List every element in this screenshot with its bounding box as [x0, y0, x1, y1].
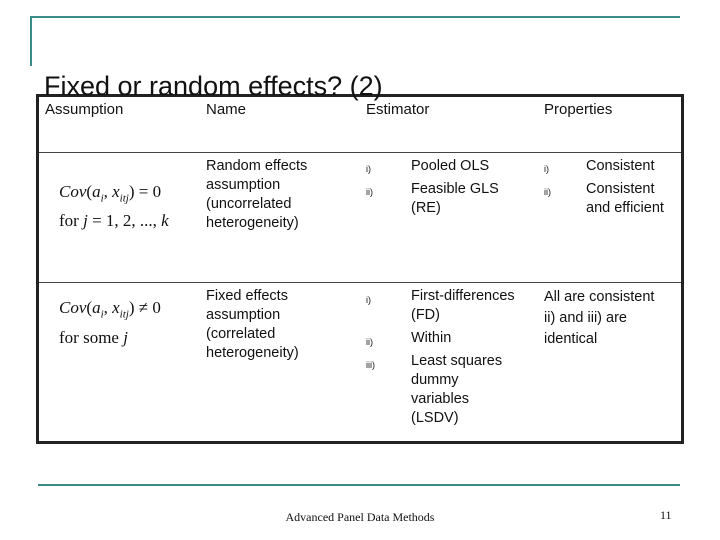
comparison-table [36, 94, 684, 444]
estimator-within: Within [411, 330, 452, 346]
name-random-effects: Random effects assumption (uncorrelated heterogeneity) [206, 158, 308, 231]
properties-fixed-effects: All are consistent ii) and iii) are identical [544, 289, 655, 347]
left-rule [30, 16, 32, 66]
bottom-rule [38, 484, 680, 486]
estimator-first-differences: First-differences (FD) [411, 288, 515, 323]
property-number: ii) [544, 187, 551, 197]
header-estimator: Estimator [366, 101, 435, 118]
estimator-number: iii) [366, 360, 375, 370]
assumption-formula-nonzero: $Cov(a_i$, $x_{itj}) \ne 0$ [59, 298, 161, 321]
slide-title: Fixed or random effects? (2) [44, 71, 383, 101]
header-properties: Properties [544, 101, 618, 118]
estimator-lsdv: Least squares dummy variables (LSDV) [411, 353, 503, 426]
assumption-condition-all-j: for j = 1, 2, ..., k [59, 211, 169, 230]
assumption-condition-some-j: for some j [59, 328, 128, 347]
footer-text: Advanced Panel Data Methods [285, 510, 435, 524]
header-name: Name [206, 101, 252, 118]
estimator-number: ii) [366, 337, 373, 347]
property-consistent-efficient: Consistent and efficient [586, 181, 664, 216]
row-divider [39, 282, 681, 283]
estimator-number: i) [366, 164, 371, 174]
property-number: i) [544, 164, 549, 174]
estimator-feasible-gls: Feasible GLS (RE) [411, 181, 499, 216]
assumption-formula-zero: $Cov(a_i$, $x_{itj}) = 0$ [59, 182, 162, 205]
estimator-number: i) [366, 295, 371, 305]
property-consistent: Consistent [586, 158, 655, 174]
estimator-pooled-ols: Pooled OLS [411, 158, 490, 174]
name-fixed-effects: Fixed effects assumption (correlated heterogeneity) [206, 288, 299, 361]
header-assumption: Assumption [45, 101, 129, 118]
header-divider [39, 152, 681, 153]
estimator-number: ii) [366, 187, 373, 197]
top-rule [30, 16, 680, 18]
page-number: 11 [660, 508, 672, 522]
